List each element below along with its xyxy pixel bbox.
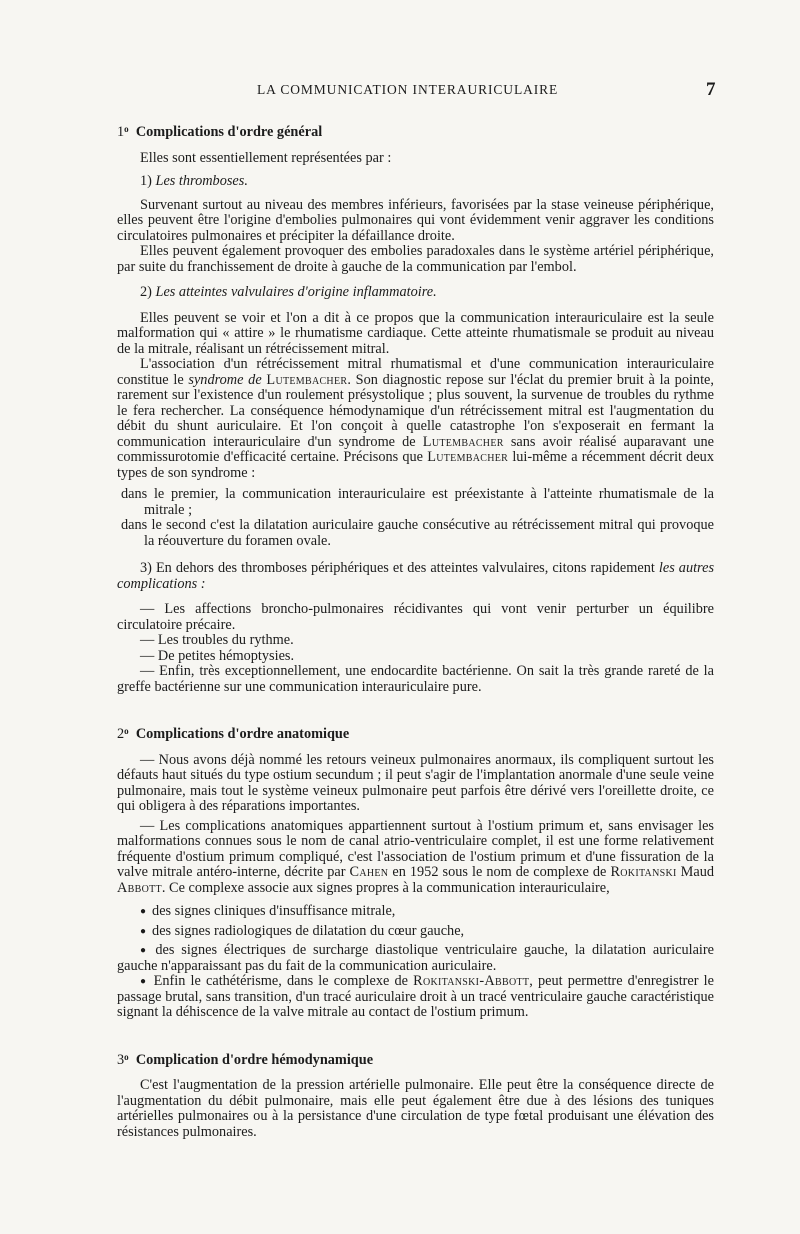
paragraph: C'est l'augmentation de la pression artérielle pulmonaire. Elle peut être la conséquence directe de l'augmentation du débit pulmonaire, mais elle peut également être due à des lésions des tuniques artérielles pulmonaires ou à la persistance d'une circulation de type fœtal produisant une élévation des résistances pulmonaires. bbox=[117, 1077, 714, 1140]
paragraph: L'association d'un rétrécissement mitral rhumatismal et d'une communication interauriculaire constitue le syndrome de Lutembacher. Son diagnostic repose sur l'éclat du premier bruit à la pointe, rarement sur l'existence d'un roulement présystolique ; plus souvent, la survenue de troubles du rythme le fera rechercher. La conséquence hémodynamique d'un rétrécissement mitral est l'augmentation du débit du shunt auriculaire. Et l'on conçoit à quelle catastrophe l'on s'exposerait en fermant la communication interauriculaire d'un syndrome de Lutembacher sans avoir réalisé auparavant une commissurotomie d'efficacité certaine. Précisons que Lutembacher lui-même a récemment décrit deux types de son syndrome : bbox=[117, 356, 714, 481]
subsection-2-heading: 2) Les atteintes valvulaires d'origine inflammatoire. bbox=[140, 284, 437, 300]
section-3-title: Complication d'ordre hémodynamique bbox=[135, 1051, 374, 1068]
syndrome-types-list bbox=[121, 487, 714, 549]
page-header bbox=[0, 79, 800, 104]
list-item: dans le second c'est la dilatation auriculaire gauche consécutive au rétrécissement mitral qui provoque la réouverture du foramen ovale. bbox=[121, 517, 714, 549]
section-1-heading: 1$^o$ Complications d'ordre général bbox=[117, 124, 323, 140]
list-item: — De petites hémoptysies. bbox=[140, 647, 295, 664]
paragraph: Elles peuvent également provoquer des embolies paradoxales dans le système artériel périphérique, par suite du franchissement de droite à gauche de la communication par l'embol. bbox=[117, 243, 714, 275]
paragraph: Elles peuvent se voir et l'on a dit à ce propos que la communication interauriculaire est la seule malformation qui « attire » le rhumatisme cardiaque. Cette atteinte rhumatismale se produit au niveau de la mitrale, réalisant un rétrécissement mitral. bbox=[117, 309, 714, 357]
author-name: Cahen bbox=[349, 864, 389, 880]
paragraph: Survenant surtout au niveau des membres inférieurs, favorisées par la stase veineuse périphérique, elles peuvent être l'origine d'embolies pulmonaires qui vont évidemment venir aggraver les conditions circulatoires pulmonaires et précipiter la défaillance droite. bbox=[117, 196, 714, 244]
section-1-title: Complications d'ordre général bbox=[135, 124, 323, 140]
section-3-heading: 3$^o$ Complication d'ordre hémodynamique bbox=[117, 1051, 374, 1068]
bullet-item: ● des signes cliniques d'insuffisance mitrale, bbox=[117, 904, 714, 920]
running-title: LA COMMUNICATION INTERAURICULAIRE bbox=[257, 82, 559, 97]
section-2-heading: 2$^o$ Complications d'ordre anatomique bbox=[117, 726, 350, 742]
subsection-1-heading: 1) Les thromboses. bbox=[140, 173, 248, 189]
author-name: Rokitanski-Abbott bbox=[413, 973, 530, 989]
list-item: dans le premier, la communication interauriculaire est préexistante à l'atteinte rhumatismale de la mitrale ; bbox=[121, 486, 714, 518]
bullet-item: ● Enfin le cathétérisme, dans le complexe de Rokitanski-Abbott, peut permettre d'enregistrer le passage brutal, sans transition, d'un tracé auriculaire droit à un tracé ventriculaire gauche caractéristique signant la déhiscence de la valve mitrale au contact de l'ostium primum. bbox=[117, 974, 714, 1021]
list-item: — Les affections broncho-pulmonaires récidivantes qui vont venir perturber un équilibre circulatoire précaire. bbox=[117, 601, 714, 633]
author-name: Rokitanski bbox=[610, 864, 677, 880]
section-1-intro: Elles sont essentiellement représentées par : bbox=[140, 149, 392, 166]
author-name: Lutembacher bbox=[427, 449, 509, 465]
author-name: Lutembacher bbox=[422, 433, 504, 450]
section-2-title: Complications d'ordre anatomique bbox=[135, 726, 350, 742]
page-body bbox=[117, 122, 714, 1140]
paragraph: — Nous avons déjà nommé les retours veineux pulmonaires anormaux, ils compliquent surtout les défauts haut situés du type ostium secundum ; il peut s'agir de l'implantation anormale d'une seule veine pulmonaire, mais tout le système veineux pulmonaire peut parfois être dérivé vers l'oreillette droite, ce qui obligera à des réparations importantes. bbox=[117, 751, 714, 814]
subsection-3-paragraph: 3) En dehors des thromboses périphériques et des atteintes valvulaires, citons rapidement les autres complications : bbox=[117, 560, 715, 592]
bullet-item: ● des signes électriques de surcharge diastolique ventriculaire gauche, la dilatation auriculaire gauche n'apparaissant pas du fait de la communication auriculaire. bbox=[117, 943, 714, 974]
author-name: Lutembacher bbox=[266, 371, 348, 388]
bullet-item: ● des signes radiologiques de dilatation du cœur gauche, bbox=[117, 924, 714, 940]
paragraph: — Les complications anatomiques appartiennent surtout à l'ostium primum et, sans envisager les malformations connues sous le nom de canal atrio-ventriculaire complet, il est une forme relativement fréquente d'ostium primum compliqué, c'est l'association de l'ostium primum et d'une fissuration de la valve mitrale antéro-interne, décrite par Cahen en 1952 sous le nom de complexe de Rokitanski Maud Abbott. Ce complexe associe aux signes propres à la communication interauriculaire, bbox=[117, 817, 715, 896]
page-number: 7 bbox=[706, 79, 716, 100]
list-item: — Les troubles du rythme. bbox=[140, 632, 294, 648]
author-name: Abbott bbox=[117, 879, 162, 896]
list-item: — Enfin, très exceptionnellement, une endocardite bactérienne. On sait la très grande rareté de la greffe bactérienne sur une communication interauriculaire pure. bbox=[117, 663, 714, 695]
